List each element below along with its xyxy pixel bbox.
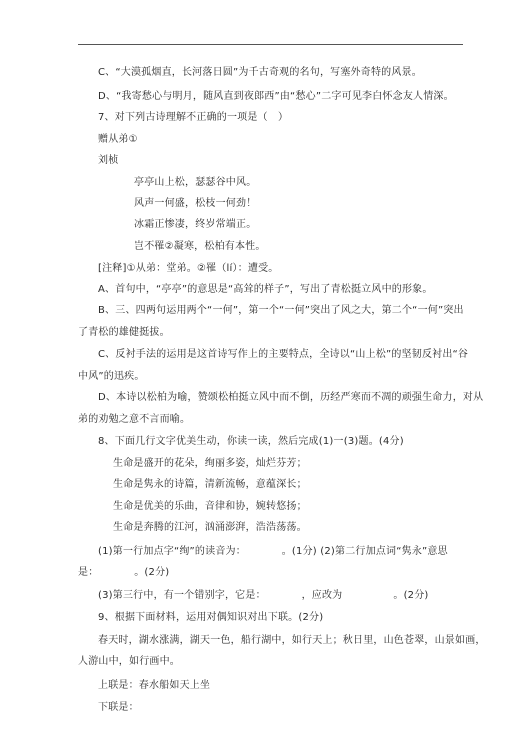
poem-line: 冰霜正惨凄，终岁常端正。 bbox=[134, 219, 257, 230]
subquestions-1-2: (1)第一行加点字“绚”的读音为： 。(1分) (2)第二行加点词“隽永”意思 bbox=[98, 546, 448, 557]
poem-line: 亭亭山上松，瑟瑟谷中风。 bbox=[134, 177, 257, 188]
second-couplet-line: 下联是： bbox=[98, 702, 139, 713]
subquestion-3: (3)第三行中，有一个错别字，它是： ，应改为 。(2分) bbox=[98, 590, 429, 601]
first-couplet-line: 上联是：春水船如天上坐 bbox=[98, 680, 211, 691]
question-9: 9、根据下面材料，运用对偶知识对出下联。(2分) bbox=[98, 612, 324, 623]
option-b-q7-cont: 了青松的雄健挺拔。 bbox=[78, 327, 170, 338]
option-d-q7-cont: 弟的劝勉之意不言而喻。 bbox=[78, 414, 191, 425]
material-text-cont: 人游山中，如行画中。 bbox=[78, 656, 180, 667]
verse-line: 生命是优美的乐曲，音律和协，婉转悠扬； bbox=[113, 501, 307, 512]
verse-line: 生命是盛开的花朵，绚丽多姿，灿烂芬芳； bbox=[113, 458, 307, 469]
poem-line: 风声一何盛，松枝一何劲！ bbox=[134, 198, 257, 209]
poem-annotation: [注释]①从弟：堂弟。②罹（lí）：遭受。 bbox=[98, 263, 279, 274]
option-c-q6: C、“大漠孤烟直，长河落日圆”为千古奇观的名句，写塞外奇特的风景。 bbox=[98, 67, 422, 78]
option-a-q7: A、首句中，“亭亭”的意思是“高耸的样子”，写出了青松挺立风中的形象。 bbox=[98, 284, 433, 295]
subquestion-2-cont: 是： 。(2分) bbox=[78, 567, 170, 578]
poem-title: 赠从弟① bbox=[98, 134, 138, 145]
poem-author: 刘桢 bbox=[98, 155, 119, 166]
option-c-q7: C、反衬手法的运用是这首诗写作上的主要特点，全诗以“山上松”的坚韧反衬出“谷 bbox=[98, 349, 469, 360]
header-rule bbox=[78, 44, 463, 45]
verse-line: 生命是隽永的诗篇，清新流畅，意蕴深长； bbox=[113, 479, 307, 490]
option-d-q6: D、“我寄愁心与明月，随风直到夜郎西”由“愁心”二字可见李白怀念友人情深。 bbox=[98, 91, 454, 102]
poem-line: 岂不罹②凝寒，松柏有本性。 bbox=[134, 241, 266, 252]
option-b-q7: B、三、四两句运用两个“一何”，第一个“一何”突出了风之大，第二个“一何”突出 bbox=[98, 305, 464, 316]
verse-line: 生命是奔腾的江河，汹涌澎湃，浩浩荡荡。 bbox=[113, 522, 307, 533]
material-text: 春天时，湖水涨满，湖天一色，船行湖中，如行天上；秋日里，山色苍翠，山景如画， bbox=[98, 635, 486, 646]
question-7: 7、对下列古诗理解不正确的一项是（ ） bbox=[98, 112, 289, 123]
option-c-q7-cont: 中风”的迅疾。 bbox=[78, 371, 145, 382]
question-8: 8、下面几行文字优美生动，你读一读，然后完成(1)一(3)题。(4分) bbox=[98, 436, 404, 447]
option-d-q7: D、本诗以松柏为喻，赞颂松柏挺立风中而不倒，历经严寒而不凋的顽强生命力，对从 bbox=[98, 392, 484, 403]
